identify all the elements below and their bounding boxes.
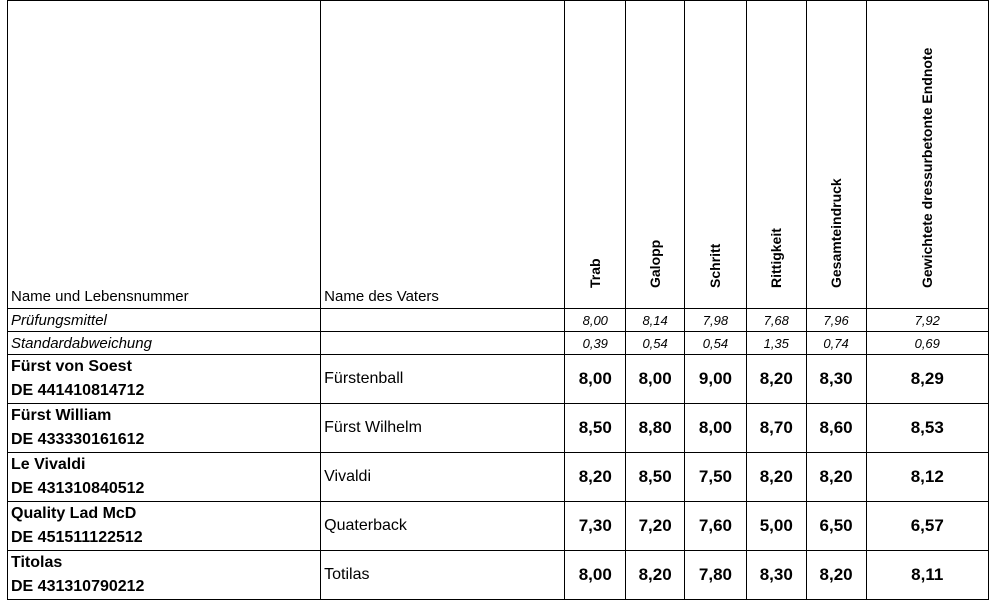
score-cell: 9,00 [685, 355, 747, 404]
horse-name: Fürst William [11, 407, 112, 424]
stat-value: 8,00 [565, 309, 626, 332]
score-cell: 8,53 [866, 404, 989, 453]
score-cell: 8,70 [746, 404, 806, 453]
score-cell: 8,00 [626, 355, 685, 404]
horse-name: Le Vivaldi [11, 456, 86, 473]
stat-row-mean [8, 309, 989, 332]
horse-name: Quality Lad McD [11, 505, 137, 522]
horse-row [8, 453, 989, 502]
score-cell: 8,20 [565, 453, 626, 502]
header-row [8, 1, 989, 309]
stat-value: 7,98 [685, 309, 747, 332]
sire-cell: Fürst Wilhelm [321, 404, 565, 453]
score-cell: 8,30 [746, 551, 806, 600]
score-cell: 8,29 [866, 355, 989, 404]
score-cell: 7,60 [685, 502, 747, 551]
horse-id: DE 451511122512 [11, 529, 143, 546]
horse-name-cell [8, 551, 321, 600]
sire-cell: Vivaldi [321, 453, 565, 502]
stat-value: 8,14 [626, 309, 685, 332]
col-header-endnote: Gewichtete dressurbetonte Endnote [866, 1, 989, 309]
score-cell: 8,00 [565, 551, 626, 600]
horse-row [8, 404, 989, 453]
col-header-galopp: Galopp [626, 1, 685, 309]
score-cell: 8,50 [626, 453, 685, 502]
score-cell: 7,30 [565, 502, 626, 551]
horse-id: DE 431310840512 [11, 480, 145, 497]
score-cell: 5,00 [746, 502, 806, 551]
col-header-schritt: Schritt [685, 1, 747, 309]
sire-header: Name des Vaters [321, 1, 565, 309]
score-cell: 7,50 [685, 453, 747, 502]
stat-value: 0,39 [565, 332, 626, 355]
score-cell: 8,20 [806, 551, 866, 600]
stat-label: Standardabweichung [8, 332, 321, 355]
col-header-gesamteindruck: Gesamteindruck [806, 1, 866, 309]
horse-name-cell [8, 404, 321, 453]
score-cell: 8,50 [565, 404, 626, 453]
horse-id: DE 441410814712 [11, 382, 145, 399]
col-header-trab: Trab [565, 1, 626, 309]
stat-value: 7,68 [746, 309, 806, 332]
score-cell: 8,11 [866, 551, 989, 600]
col-header-rittigkeit: Rittigkeit [746, 1, 806, 309]
score-cell: 8,20 [626, 551, 685, 600]
score-cell: 8,00 [685, 404, 747, 453]
horse-name-cell [8, 502, 321, 551]
name-header: Name und Lebensnummer [8, 1, 321, 309]
score-cell: 8,12 [866, 453, 989, 502]
score-cell: 6,57 [866, 502, 989, 551]
sire-cell: Fürstenball [321, 355, 565, 404]
score-cell: 8,20 [806, 453, 866, 502]
sire-cell: Totilas [321, 551, 565, 600]
stat-value: 7,96 [806, 309, 866, 332]
horse-name-cell [8, 453, 321, 502]
sire-cell: Quaterback [321, 502, 565, 551]
score-cell: 8,30 [806, 355, 866, 404]
horse-name-cell [8, 355, 321, 404]
stat-empty [321, 332, 565, 355]
stat-value: 7,92 [866, 309, 989, 332]
stat-value: 0,74 [806, 332, 866, 355]
stat-value: 0,54 [685, 332, 747, 355]
horse-row [8, 502, 989, 551]
score-cell: 6,50 [806, 502, 866, 551]
stat-value: 0,69 [866, 332, 989, 355]
stat-value: 1,35 [746, 332, 806, 355]
horse-name: Titolas [11, 554, 63, 571]
score-cell: 7,20 [626, 502, 685, 551]
score-cell: 8,20 [746, 453, 806, 502]
stat-row-stddev [8, 332, 989, 355]
results-table [7, 0, 989, 600]
horse-row [8, 551, 989, 600]
score-cell: 7,80 [685, 551, 747, 600]
score-cell: 8,20 [746, 355, 806, 404]
score-cell: 8,00 [565, 355, 626, 404]
horse-row [8, 355, 989, 404]
score-cell: 8,60 [806, 404, 866, 453]
stat-value: 0,54 [626, 332, 685, 355]
horse-name: Fürst von Soest [11, 358, 132, 375]
stat-empty [321, 309, 565, 332]
stat-label: Prüfungsmittel [8, 309, 321, 332]
horse-id: DE 433330161612 [11, 431, 145, 448]
score-cell: 8,80 [626, 404, 685, 453]
horse-id: DE 431310790212 [11, 578, 145, 595]
